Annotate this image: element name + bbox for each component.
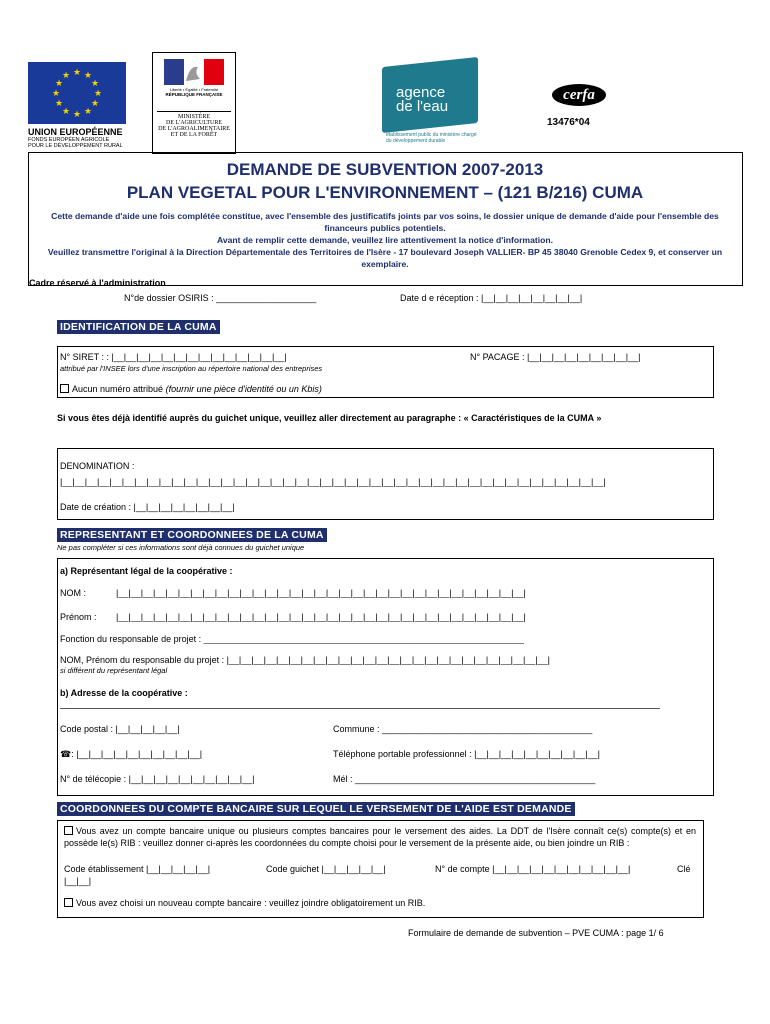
svg-text:★: ★ — [83, 107, 93, 117]
ministry-line3: DE L'AGROALIMENTAIRE — [158, 126, 230, 132]
agence-line2: de l'eau — [396, 98, 449, 115]
rf-motto: Liberté • Égalité • Fraternité — [169, 87, 219, 92]
representant-heading: REPRESENTANT ET COORDONNEES DE LA CUMA — [57, 528, 327, 542]
guichet-note: Si vous êtes déjà identifié auprès du guichet unique, veuillez aller directement au paragraphe : « Caractéristiques de la CUMA » — [57, 413, 602, 423]
cle-label: Clé — [677, 864, 691, 874]
bancaire-option2[interactable] — [64, 898, 425, 908]
intro-p1: Cette demande d'aide une fois complétée constitue, avec l'ensemble des justificatifs joints par vos soins, le dossier unique de demande d'aide pour l'ensemble des financeurs publics potentiels. — [51, 211, 719, 233]
commune-field[interactable]: Commune : __________________________________________ — [333, 724, 593, 734]
representant-note: Ne pas compléter si ces informations sont déjà connues du guichet unique — [57, 543, 305, 552]
svg-text:★: ★ — [90, 99, 100, 109]
cerfa-number: 13476*04 — [547, 117, 590, 128]
svg-text:★: ★ — [61, 107, 71, 117]
code-postal-field[interactable]: Code postal : |__|__|__|__|__| — [60, 724, 180, 734]
identification-heading: IDENTIFICATION DE LA CUMA — [57, 320, 220, 334]
marianne-icon — [164, 59, 224, 85]
cerfa-logo-text: cerfa — [563, 87, 595, 103]
fonction-field[interactable]: Fonction du responsable de projet : ________________________________________________________________ — [60, 634, 524, 644]
svg-text:★: ★ — [83, 71, 93, 81]
bancaire-heading: COORDONNEES DU COMPTE BANCAIRE SUR LEQUEL LE VERSEMENT DE L'AIDE EST DEMANDE — [57, 802, 575, 816]
title-line1: DEMANDE DE SUBVENTION 2007-2013 — [226, 160, 544, 179]
bancaire-option1[interactable] — [64, 826, 696, 849]
ministry-line2: DE L'AGRICULTURE — [165, 120, 223, 126]
ministry-logo — [152, 52, 236, 154]
num-compte-field[interactable]: N° de compte |__|__|__|__|__|__|__|__|__|__|__| — [435, 864, 631, 874]
intro-p2: Avant de remplir cette demande, veuillez lire attentivement la notice d'information. — [216, 235, 553, 245]
creation-date-field[interactable]: Date de création : |__|__|__|__|__|__|__|__| — [60, 502, 235, 512]
svg-text:★: ★ — [72, 68, 82, 78]
nom-field[interactable]: |__|__|__|__|__|__|__|__|__|__|__|__|__|__|__|__|__|__|__|__|__|__|__|__|__|__|__|__|__|__|__|__|__| — [116, 588, 526, 598]
phone-field[interactable] — [60, 749, 202, 760]
svg-text:★: ★ — [93, 89, 103, 99]
ministry-line1: MINISTÈRE — [178, 114, 210, 120]
nom-label: NOM : — [60, 588, 86, 598]
svg-text:★: ★ — [51, 89, 61, 99]
bancaire-option2-text: Vous avez choisi un nouveau compte bancaire : veuillez joindre obligatoirement un RIB. — [76, 898, 426, 908]
responsable-note: si différent du représentant légal — [60, 666, 168, 675]
mobile-field[interactable]: Téléphone portable professionnel : |__|__|__|__|__|__|__|__|__|__| — [333, 749, 600, 759]
title-line2: PLAN VEGETAL POUR L'ENVIRONNEMENT – (121 B/216) CUMA — [126, 183, 644, 202]
bancaire-option2-checkbox[interactable] — [64, 898, 73, 907]
eu-text: UNION EUROPÉENNE — [28, 127, 123, 137]
reception-date-field[interactable]: Date d e réception : |__|__|__|__|__|__|__|__| — [400, 293, 583, 303]
osiris-field[interactable]: N°de dossier OSIRIS : ____________________ — [124, 293, 317, 303]
rf-name: RÉPUBLIQUE FRANÇAISE — [165, 92, 223, 97]
denomination-field[interactable]: |__|__|__|__|__|__|__|__|__|__|__|__|__|__|__|__|__|__|__|__|__|__|__|__|__|__|__|__|__|__|__|__|__|__|__|__|__|__|__|__|__|__|__|__| — [60, 477, 606, 487]
phone-boxes: : |__|__|__|__|__|__|__|__|__|__| — [71, 749, 203, 759]
bancaire-option1-checkbox[interactable] — [64, 826, 73, 835]
siret-note: attribué par l'INSEE lors d'une inscription au répertoire national des entreprises — [60, 364, 323, 373]
no-number-note: (fournir une pièce d'identité ou un Kbis) — [165, 384, 322, 394]
code-guichet-field[interactable]: Code guichet |__|__|__|__|__| — [266, 864, 386, 874]
phone-icon: ☎ — [60, 749, 72, 759]
no-number-option[interactable] — [60, 384, 322, 394]
svg-text:★: ★ — [54, 79, 64, 89]
fax-field[interactable]: N° de télécopie : |__|__|__|__|__|__|__|__|__|__| — [60, 774, 255, 784]
adresse-heading: b) Adresse de la coopérative : — [60, 688, 188, 698]
prenom-field[interactable]: |__|__|__|__|__|__|__|__|__|__|__|__|__|__|__|__|__|__|__|__|__|__|__|__|__|__|__|__|__|__|__|__|__| — [116, 612, 526, 622]
responsable-field[interactable]: NOM, Prénom du responsable du projet : |__|__|__|__|__|__|__|__|__|__|__|__|__|__|__|__|__|__|__|__|__|__|__|__|__|__| — [60, 655, 550, 665]
prenom-label: Prénom : — [60, 612, 97, 622]
admin-label: Cadre réservé à l'administration — [29, 278, 166, 288]
cle-field[interactable]: |__|__| — [64, 876, 92, 886]
code-etablissement-field[interactable]: Code établissement |__|__|__|__|__| — [64, 864, 211, 874]
ministry-line4: ET DE LA FORÊT — [170, 132, 218, 138]
denomination-label: DENOMINATION : — [60, 461, 135, 471]
svg-text:★: ★ — [61, 71, 71, 81]
eu-sub2: POUR LE DÉVELOPPEMENT RURAL — [28, 143, 123, 149]
mel-field[interactable]: Mél : ________________________________________________ — [333, 774, 596, 784]
svg-text:★: ★ — [90, 79, 100, 89]
svg-text:★: ★ — [54, 99, 64, 109]
agence-logo — [378, 62, 482, 152]
footer-text: Formulaire de demande de subvention – PVE CUMA : page 1/ 6 — [408, 928, 664, 938]
no-number-checkbox[interactable] — [60, 384, 69, 393]
intro-p3: Veuillez transmettre l'original à la Direction Départementale des Territoires de l'Isère - 17 boulevard Joseph VALLIER- BP 45 38040 Grenoble Cedex 9, et conserver un exemplaire. — [47, 247, 723, 269]
adresse-line[interactable] — [60, 708, 660, 709]
eu-sub1: FONDS EUROPÉEN AGRICOLE — [28, 137, 110, 143]
eu-flag-icon — [28, 62, 126, 124]
agence-sub: établissement public du ministère chargé du développement durable — [386, 132, 477, 144]
svg-text:★: ★ — [72, 110, 82, 120]
no-number-label: Aucun numéro attribué — [72, 384, 164, 394]
eu-logo — [28, 62, 128, 152]
agence-line1: agence — [396, 84, 446, 101]
legal-heading: a) Représentant légal de la coopérative : — [60, 566, 233, 576]
cerfa-logo — [552, 84, 606, 106]
pacage-field[interactable]: N° PACAGE : |__|__|__|__|__|__|__|__|__| — [470, 352, 641, 362]
bancaire-option1-text: Vous avez un compte bancaire unique ou plusieurs comptes bancaires pour le versement des aides. La DDT de l'Isère connaît ce(s) compte(s) et en possède le(s) RIB : veuillez donner ci-après les coordonnées du compte choisi pour le versement de la présente aide, ou bien joindre un RIB : — [64, 826, 696, 848]
siret-field[interactable]: N° SIRET : : |__|__|__|__|__|__|__|__|__|__|__|__|__|__| — [60, 352, 287, 362]
